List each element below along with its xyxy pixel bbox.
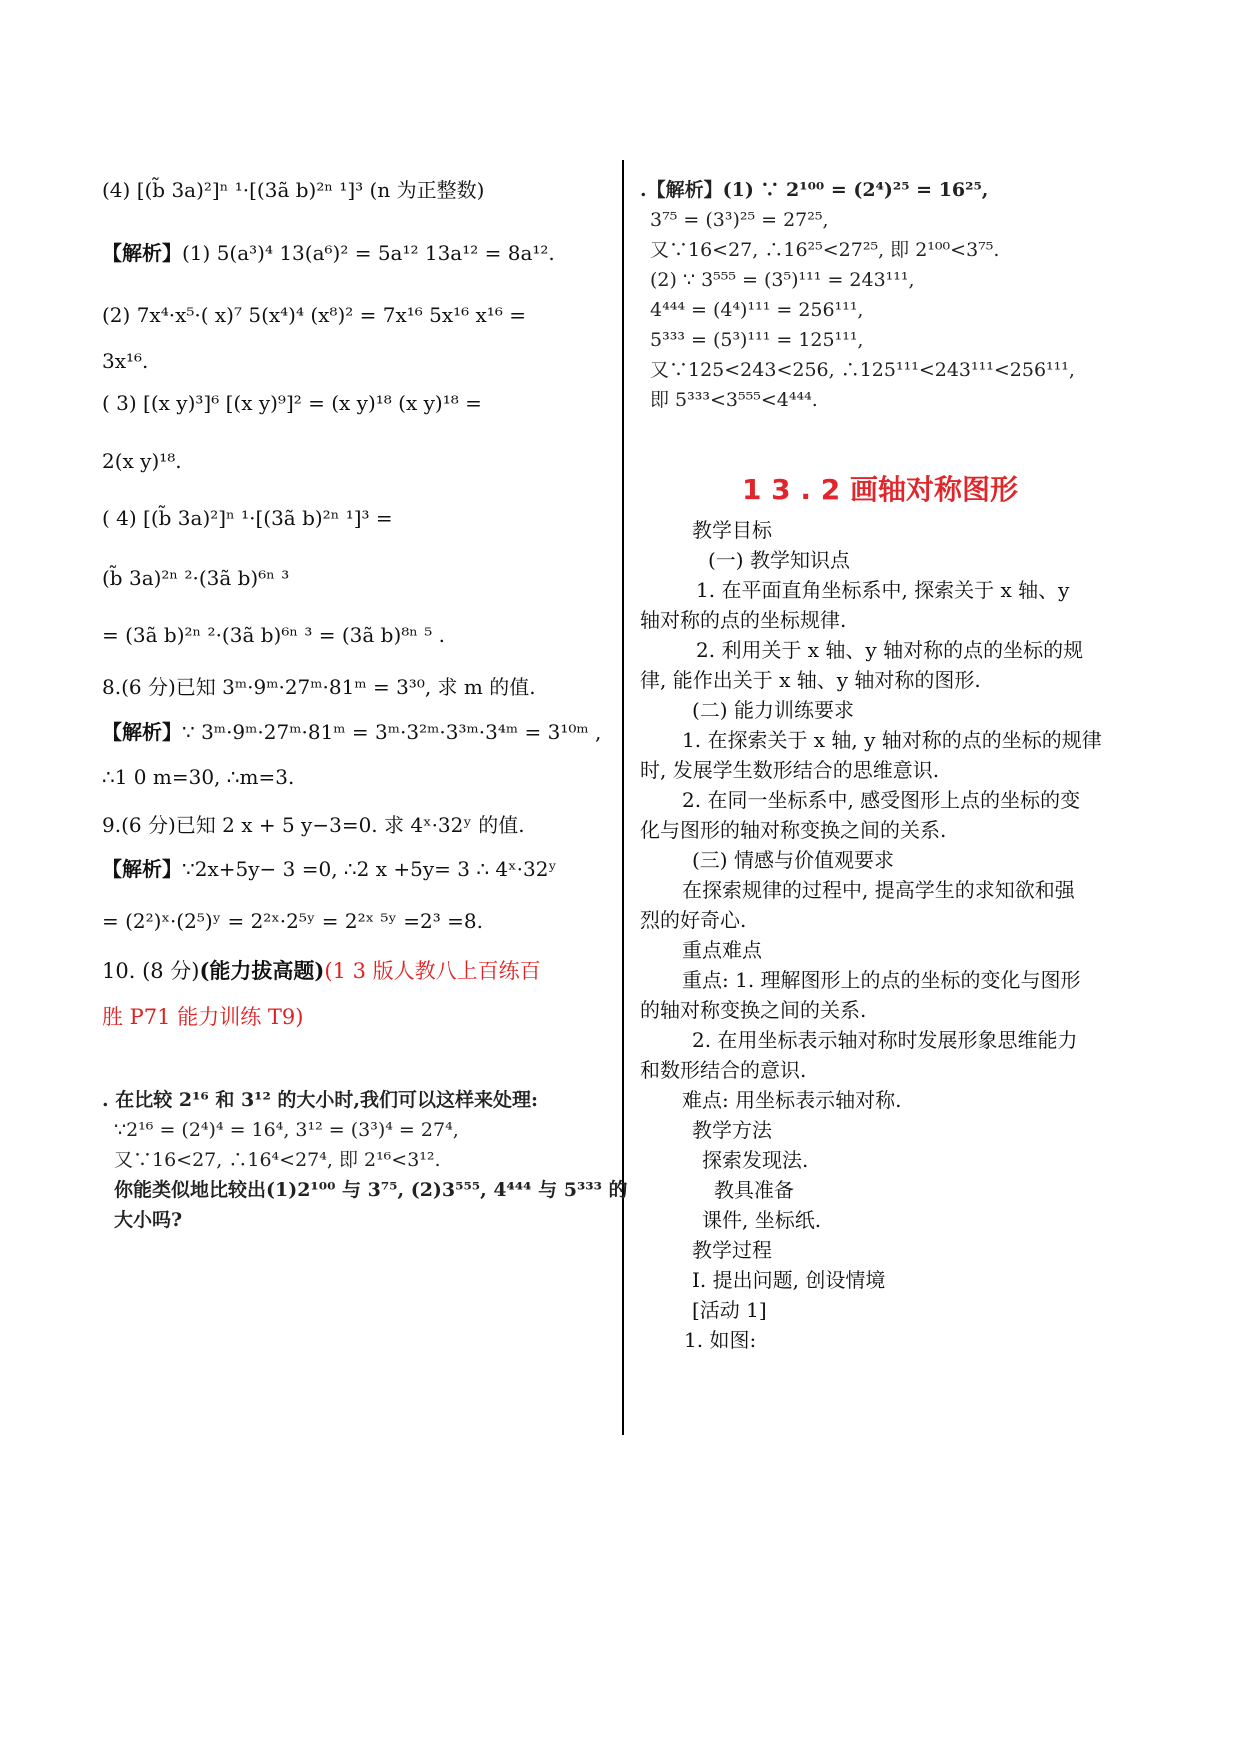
solution-3-line-b: 2(x y)¹⁸. [102, 449, 182, 473]
scanned-line-2: ∵2¹⁶ = (2⁴)⁴ = 16⁴, 3¹² = (3³)⁴ = 27⁴, [114, 1119, 459, 1141]
lesson-line: 探索发现法. [702, 1148, 809, 1172]
lesson-line: 律, 能作出关于 x 轴、y 轴对称的图形. [640, 668, 981, 692]
question-4-expression: (4) [(b̃ 3a)²]ⁿ ¹·[(3ã b)²ⁿ ¹]³ (n 为正整数) [102, 178, 485, 202]
scanned-line-4: 你能类似地比较出(1)2¹⁰⁰ 与 3⁷⁵, (2)3⁵⁵⁵, 4⁴⁴⁴ 与 5³³³ 的 [114, 1179, 628, 1201]
scanned-problem [102, 1085, 628, 1235]
scanned-line-5: 大小吗? [114, 1209, 183, 1231]
solution-2-line-a: (2) 7x⁴·x⁵·( x)⁷ 5(x⁴)⁴ (x⁸)² = 7x¹⁶ 5x¹⁶ x¹⁶ = [102, 303, 526, 327]
lesson-line: (一) 教学知识点 [708, 548, 850, 572]
question-9-solution-text: ∵2x+5y− 3 =0, ∴2 x +5y= 3 ∴ 4ˣ·32ʸ [182, 857, 557, 881]
scanned-solution-line-2: 3⁷⁵ = (3³)²⁵ = 27²⁵, [650, 209, 829, 231]
lesson-line: 课件, 坐标纸. [702, 1208, 822, 1232]
lesson-line: 1. 在平面直角坐标系中, 探索关于 x 轴、y [696, 578, 1070, 602]
solution-1-line [102, 238, 555, 268]
scanned-solution-line-4: (2) ∵ 3⁵⁵⁵ = (3⁵)¹¹¹ = 243¹¹¹, [650, 269, 915, 291]
lesson-line: 在探索规律的过程中, 提高学生的求知欲和强 [682, 878, 1075, 902]
lesson-line: 化与图形的轴对称变换之间的关系. [640, 818, 947, 842]
scanned-solution-line-7: 又∵125<243<256, ∴125¹¹¹<243¹¹¹<256¹¹¹, [650, 359, 1075, 381]
lesson-line: 2. 利用关于 x 轴、y 轴对称的点的坐标的规 [696, 638, 1084, 662]
solution-4-line-c: = (3ã b)²ⁿ ²·(3ã b)⁶ⁿ ³ = (3ã b)⁸ⁿ ⁵ . [102, 623, 446, 647]
solution-1-text: (1) 5(a³)⁴ 13(a⁶)² = 5a¹² 13a¹² = 8a¹². [182, 241, 555, 265]
lesson-line: 时, 发展学生数形结合的思维意识. [640, 758, 940, 782]
solution-3-line-a: ( 3) [(x y)³]⁶ [(x y)⁹]² = (x y)¹⁸ (x y)¹⁸ = [102, 391, 482, 415]
scanned-solution-line-3: 又∵16<27, ∴16²⁵<27²⁵, 即 2¹⁰⁰<3⁷⁵. [650, 239, 1000, 261]
lesson-line: 2. 在同一坐标系中, 感受图形上点的坐标的变 [682, 788, 1081, 812]
scanned-solution-line-6: 5³³³ = (5³)¹¹¹ = 125¹¹¹, [650, 329, 864, 351]
lesson-line: Ⅰ. 提出问题, 创设情境 [692, 1268, 886, 1292]
question-10-source-2: 胜 P71 能力训练 T9) [102, 1005, 304, 1029]
scanned-line-3: 又∵16<27, ∴16⁴<27⁴, 即 2¹⁶<3¹². [114, 1149, 441, 1171]
solution-tag: 【解析】 [102, 241, 182, 265]
lesson-line: (三) 情感与价值观要求 [692, 848, 894, 872]
question-8-solution [102, 717, 601, 747]
lesson-line: 教学目标 [692, 518, 772, 542]
lesson-line: 教学方法 [692, 1118, 772, 1142]
question-9-solution [102, 854, 557, 884]
lesson-line: 重点难点 [682, 938, 762, 962]
section-heading: 1 3 . 2 画轴对称图形 [741, 473, 1019, 506]
question-10 [102, 956, 541, 986]
question-10-tag: (能力拔高题) [199, 958, 325, 983]
question-10-number: 10. (8 分) [102, 959, 200, 983]
lesson-line: 教具准备 [714, 1178, 794, 1202]
lesson-line: 2. 在用坐标表示轴对称时发展形象思维能力 [692, 1028, 1078, 1052]
lesson-line: 和数形结合的意识. [640, 1058, 807, 1082]
lesson-plan [640, 515, 1140, 1355]
solution-4-line-b: (b̃ 3a)²ⁿ ²·(3ã b)⁶ⁿ ³ [102, 566, 290, 590]
question-9: 9.(6 分)已知 2 x + 5 y−3=0. 求 4ˣ·32ʸ 的值. [102, 813, 525, 837]
question-10-source: (1 3 版人教八上百练百 [324, 959, 541, 983]
lesson-line: 1. 在探索关于 x 轴, y 轴对称的点的坐标的规律 [682, 728, 1102, 752]
lesson-line: 的轴对称变换之间的关系. [640, 998, 867, 1022]
scanned-solution-line-8: 即 5³³³<3⁵⁵⁵<4⁴⁴⁴. [650, 389, 818, 411]
question-8-solution-2: ∴1 0 m=30, ∴m=3. [102, 765, 295, 789]
solution-2-line-b: 3x¹⁶. [102, 349, 149, 373]
solution-tag: 【解析】 [102, 720, 182, 744]
lesson-line: (二) 能力训练要求 [692, 698, 854, 722]
lesson-line: 重点: 1. 理解图形上的点的坐标的变化与图形 [682, 968, 1081, 992]
question-8-solution-text: ∵ 3ᵐ·9ᵐ·27ᵐ·81ᵐ = 3ᵐ·3²ᵐ·3³ᵐ·3⁴ᵐ = 3¹⁰ᵐ , [182, 720, 602, 744]
scanned-solution-line-1: .【解析】(1) ∵ 2¹⁰⁰ = (2⁴)²⁵ = 16²⁵, [640, 179, 989, 201]
lesson-line: 教学过程 [692, 1238, 772, 1262]
lesson-line: 难点: 用坐标表示轴对称. [682, 1088, 902, 1112]
question-9-solution-2: = (2²)ˣ·(2⁵)ʸ = 2²ˣ·2⁵ʸ = 2²ˣ ⁵ʸ =2³ =8. [102, 909, 483, 933]
lesson-line: 轴对称的点的坐标规律. [640, 608, 847, 632]
lesson-line: 烈的好奇心. [640, 908, 747, 932]
scanned-line-1: . 在比较 2¹⁶ 和 3¹² 的大小时,我们可以这样来处理: [102, 1089, 539, 1111]
solution-4-line-a: ( 4) [(b̃ 3a)²]ⁿ ¹·[(3ã b)²ⁿ ¹]³ = [102, 506, 393, 530]
scanned-solution [640, 175, 1075, 415]
question-8: 8.(6 分)已知 3ᵐ·9ᵐ·27ᵐ·81ᵐ = 3³⁰, 求 m 的值. [102, 675, 536, 699]
lesson-line: 1. 如图: [684, 1328, 757, 1352]
solution-tag: 【解析】 [102, 857, 182, 881]
scanned-solution-line-5: 4⁴⁴⁴ = (4⁴)¹¹¹ = 256¹¹¹, [650, 299, 864, 321]
column-divider [622, 160, 624, 1435]
lesson-line: [活动 1] [692, 1298, 767, 1322]
